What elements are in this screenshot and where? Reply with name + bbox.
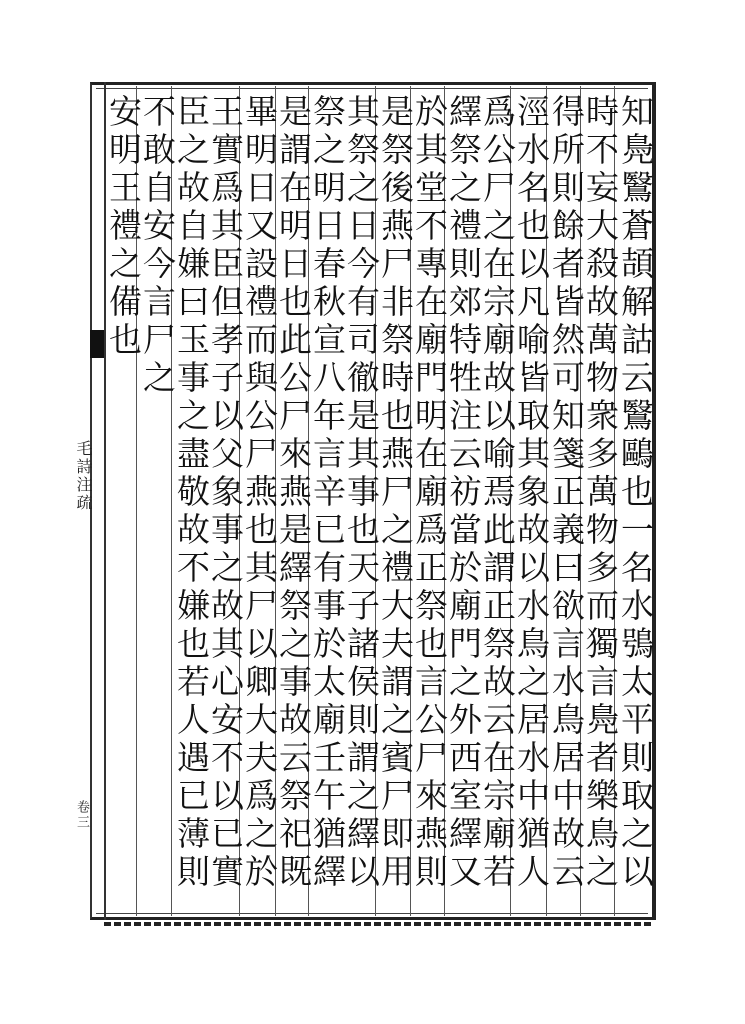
text-column-8: 是祭後燕尸非祭時也燕尸之禮大夫謂之賓尸即用 xyxy=(376,94,415,892)
text-column-9: 其祭之日今有司徹是其事也天子諸侯則謂之繹以 xyxy=(342,94,381,892)
text-column-10: 祭之明日春秋宣八年言辛已有事於太廟壬午猶繹 xyxy=(308,94,347,892)
text-column-1: 知鳧鷖蒼頡解詁云鷖鷗也一名水鴞太平則取之以 xyxy=(616,94,655,892)
text-column-2: 時不妄大殺故萬物衆多萬物多而獨言鳧者樂鳥之 xyxy=(581,94,620,892)
text-column-6: 繹祭之禮則郊特牲注云祊當於廟門之外西室繹又 xyxy=(444,94,483,892)
text-column-4: 涇水名也以凡喻皆取其象故以水鳥之居水中猶人 xyxy=(512,94,551,892)
margin-book-title: 毛詩注疏 xyxy=(74,440,93,512)
text-column-7: 於其堂不專在廟門明在廟爲正祭也言公尸來燕則 xyxy=(410,94,449,892)
text-column-15: 不敢自安今言尸之 xyxy=(138,94,177,398)
text-column-11: 是謂在明日也此公尸來燕是繹祭之事故云祭祀既 xyxy=(274,94,313,892)
margin-page-number: 卷三 xyxy=(74,800,89,830)
bottom-ink-edge xyxy=(104,922,654,926)
text-column-13: 王實爲其臣但孝子以父象事之故其心安不以已實 xyxy=(206,94,245,892)
text-column-16: 安明王禮之備也 xyxy=(104,94,143,360)
text-column-12: 畢明日又設禮而與公尸燕也其尸以卿大夫爲之於 xyxy=(240,94,279,892)
text-column-14: 臣之故自嫌曰玉事之盡敬故不嫌也若人遇已薄則 xyxy=(172,94,211,892)
text-column-3: 得所則餘者皆然可知箋正義曰欲言水鳥居中故云 xyxy=(547,94,586,892)
text-column-5: 爲公尸之在宗廟故以喻焉此謂正祭故云在宗廟若 xyxy=(478,94,517,892)
fishtail-mark xyxy=(90,330,104,358)
